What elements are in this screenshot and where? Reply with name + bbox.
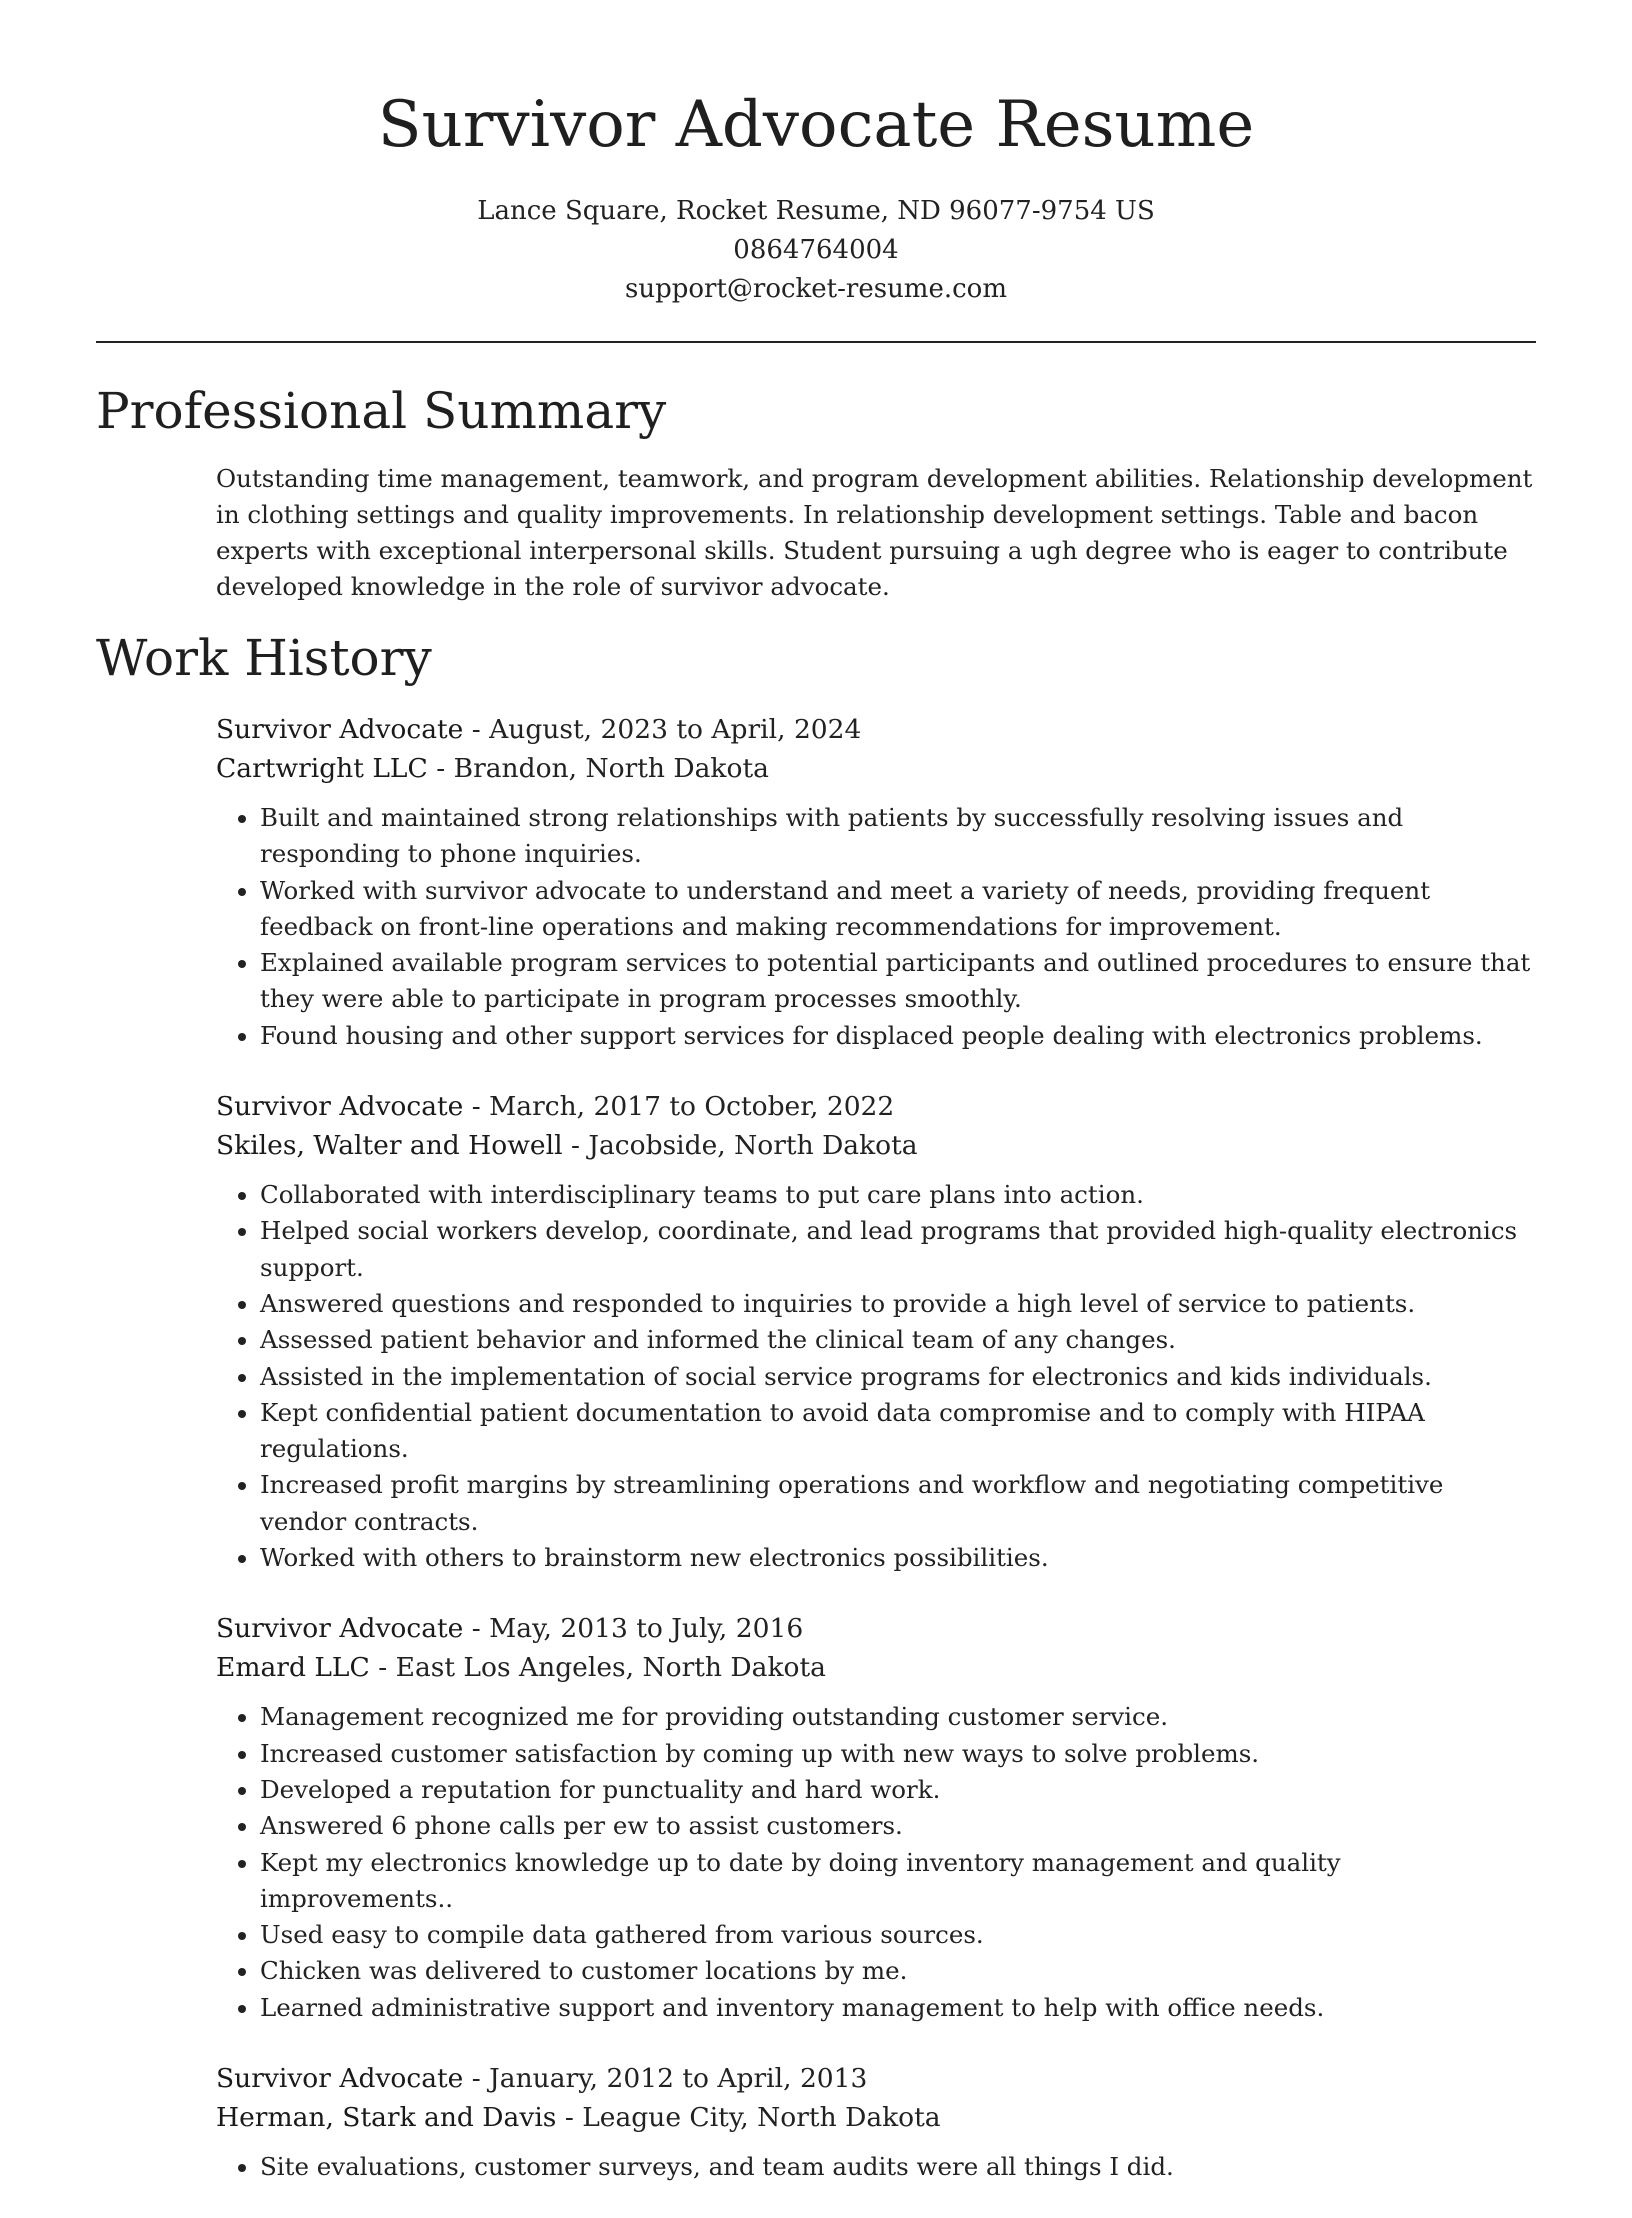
job-title-line	[216, 1609, 1536, 1648]
job-company-line	[216, 1648, 1536, 1687]
job-bullet: • Assessed patient behavior and informed the clinical team of any changes.	[260, 1322, 1536, 1358]
job-bullet: • Explained available program services to potential participants and outlined procedures to ensure that they were able to participate in program processes smoothly.	[260, 945, 1536, 1018]
job-bullet: • Management recognized me for providing outstanding customer service.	[260, 1699, 1536, 1735]
job-bullet: • Developed a reputation for punctuality and hard work.	[260, 1772, 1536, 1808]
job-bullet: • Found housing and other support services for displaced people dealing with electronics problems.	[260, 1018, 1536, 1054]
contact-email: support@rocket-resume.com	[624, 274, 1007, 304]
job-dates: - August, 2023 to April, 2024	[463, 714, 862, 745]
job-bullet: • Collaborated with interdisciplinary teams to put care plans into action.	[260, 1177, 1536, 1213]
header-divider	[96, 341, 1536, 343]
contact-block	[0, 192, 1632, 309]
job-bullet: • Worked with others to brainstorm new electronics possibilities.	[260, 1540, 1536, 1576]
job-bullet: • Kept confidential patient documentation to avoid data compromise and to comply with HIPAA regulations.	[260, 1395, 1536, 1468]
summary-heading: Professional Summary	[96, 382, 667, 440]
job-entry	[216, 2059, 1536, 2185]
job-dates: - January, 2012 to April, 2013	[463, 2063, 868, 2095]
job-entry	[216, 1609, 1536, 2026]
job-title: Survivor Advocate	[216, 1091, 464, 1123]
work-history-heading: Work History	[96, 629, 432, 687]
job-bullets	[216, 1699, 1536, 2026]
job-title: Survivor Advocate	[216, 1613, 464, 1645]
contact-phone: 0864764004	[733, 235, 899, 265]
job-company: Herman, Stark and Davis	[216, 2102, 557, 2134]
job-bullet: • Increased profit margins by streamlining operations and workflow and negotiating competitive vendor contracts.	[260, 1467, 1536, 1540]
job-title-line	[216, 2059, 1536, 2098]
job-bullet: • Assisted in the implementation of social service programs for electronics and kids individuals.	[260, 1359, 1536, 1395]
job-bullet: • Chicken was delivered to customer locations by me.	[260, 1953, 1536, 1989]
job-location: - Brandon, North Dakota	[427, 753, 769, 784]
job-bullet: • Worked with survivor advocate to understand and meet a variety of needs, providing frequent feedback on front-line operations and making recommendations for improvement.	[260, 873, 1536, 946]
job-dates: - March, 2017 to October, 2022	[463, 1091, 895, 1123]
job-bullets	[216, 1177, 1536, 1576]
job-bullet: • Answered 6 phone calls per ew to assist customers.	[260, 1808, 1536, 1844]
job-title-line	[216, 1087, 1536, 1126]
job-location: - East Los Angeles, North Dakota	[369, 1652, 826, 1684]
job-company: Skiles, Walter and Howell	[216, 1130, 563, 1162]
job-bullet: • Answered questions and responded to inquiries to provide a high level of service to patients.	[260, 1286, 1536, 1322]
job-company: Cartwright LLC	[216, 753, 428, 784]
job-bullet: • Kept my electronics knowledge up to date by doing inventory management and quality improvements..	[260, 1845, 1536, 1918]
job-entry	[216, 1087, 1536, 1576]
job-bullets	[216, 800, 1536, 1054]
job-title: Survivor Advocate	[216, 2063, 464, 2095]
job-bullet: • Learned administrative support and inventory management to help with office needs.	[260, 1990, 1536, 2026]
job-bullet: • Site evaluations, customer surveys, and team audits were all things I did.	[260, 2149, 1536, 2185]
job-company-line	[216, 749, 1536, 788]
job-company-line	[216, 1126, 1536, 1165]
job-title-line	[216, 710, 1536, 749]
job-location: - League City, North Dakota	[556, 2102, 941, 2134]
job-title: Survivor Advocate	[216, 714, 464, 745]
job-location: - Jacobside, North Dakota	[562, 1130, 918, 1162]
job-bullets	[216, 2149, 1536, 2185]
contact-address: Lance Square, Rocket Resume, ND 96077-9754 US	[477, 196, 1155, 226]
summary-text: Outstanding time management, teamwork, and program development abilities. Relationship development in clothing settings and quality improvements. In relationship development settings. Table and bacon experts with exceptional interpersonal skills. Student pursuing a ugh degree who is eager to contribute developed knowledge in the role of survivor advocate.	[216, 464, 1533, 601]
job-bullet: • Used easy to compile data gathered from various sources.	[260, 1917, 1536, 1953]
job-bullet: • Built and maintained strong relationships with patients by successfully resolving issues and responding to phone inquiries.	[260, 800, 1536, 873]
job-bullet: • Increased customer satisfaction by coming up with new ways to solve problems.	[260, 1736, 1536, 1772]
job-company-line	[216, 2098, 1536, 2137]
job-bullet: • Helped social workers develop, coordinate, and lead programs that provided high-quality electronics support.	[260, 1213, 1536, 1286]
job-company: Emard LLC	[216, 1652, 370, 1684]
job-dates: - May, 2013 to July, 2016	[463, 1613, 804, 1645]
job-list	[216, 710, 1536, 2218]
resume-title: Survivor Advocate Resume	[377, 88, 1255, 162]
job-entry	[216, 710, 1536, 1054]
